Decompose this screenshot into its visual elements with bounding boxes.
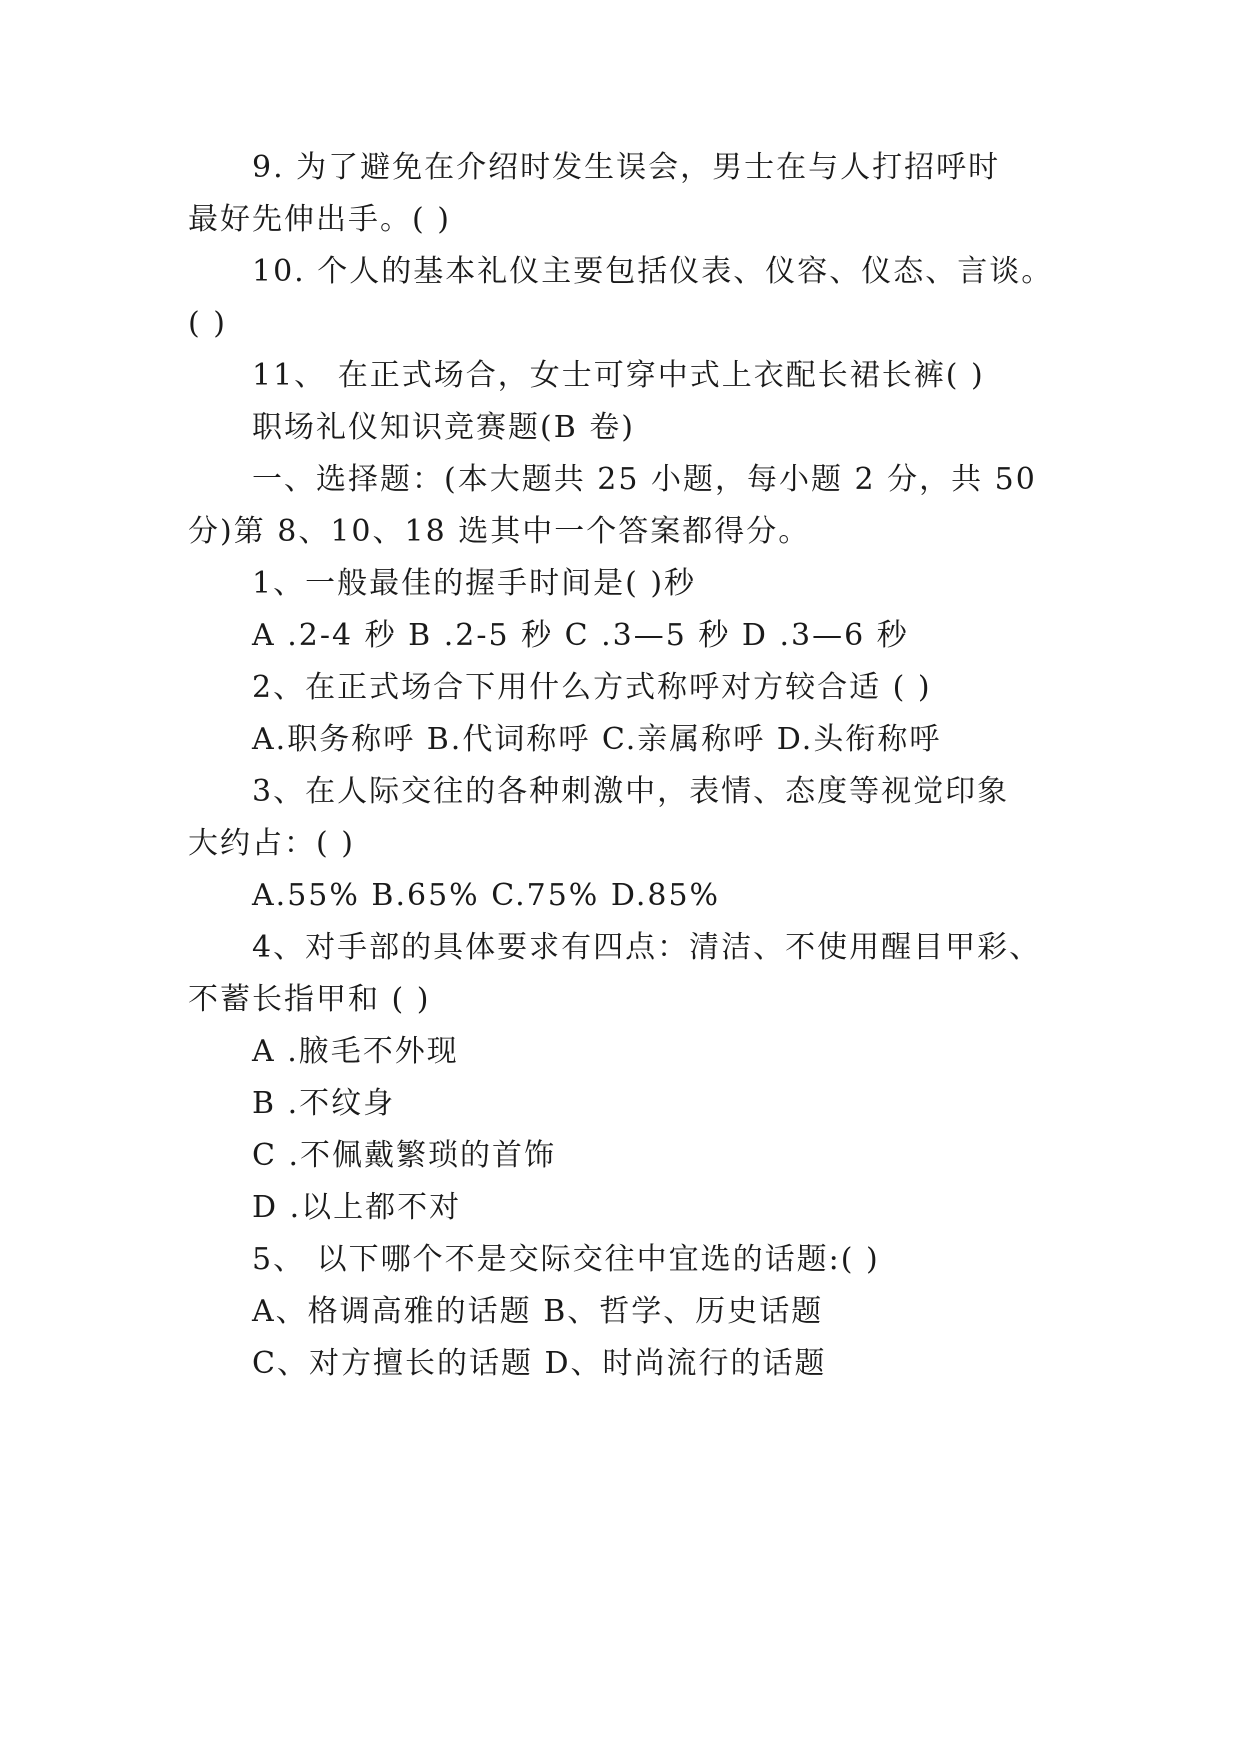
question-5: 5、 以下哪个不是交际交往中宜选的话题:( ) (252, 1242, 880, 1277)
question-9-line-2: 最好先伸出手。( ) (188, 202, 451, 237)
question-4-line-2: 不蓄长指甲和 ( ) (188, 982, 431, 1017)
question-3-options: A.55% B.65% C.75% D.85% (252, 878, 721, 913)
section-title: 职场礼仪知识竞赛题(B 卷) (252, 410, 635, 445)
question-4-option-b: B .不纹身 (252, 1086, 396, 1121)
question-4-option-a: A .腋毛不外现 (252, 1034, 459, 1069)
question-10-line-2: ( ) (188, 306, 227, 341)
question-10-line-1: 10. 个人的基本礼仪主要包括仪表、仪容、仪态、言谈。 (252, 254, 1054, 289)
question-1-options: A .2-4 秒 B .2-5 秒 C .3—5 秒 D .3—6 秒 (252, 618, 909, 653)
question-4-option-d: D .以上都不对 (252, 1190, 462, 1225)
section-heading-line-1: 一、选择题：(本大题共 25 小题，每小题 2 分，共 50 (252, 462, 1037, 497)
question-4-option-c: C .不佩戴繁琐的首饰 (252, 1138, 557, 1173)
question-2: 2、在正式场合下用什么方式称呼对方较合适 ( ) (252, 670, 932, 705)
question-3-line-2: 大约占：( ) (188, 826, 355, 861)
question-5-options-cd: C、对方擅长的话题 D、时尚流行的话题 (252, 1346, 827, 1381)
section-heading-line-2: 分)第 8、10、18 选其中一个答案都得分。 (188, 514, 811, 549)
question-1: 1、一般最佳的握手时间是( )秒 (252, 566, 697, 601)
question-3-line-1: 3、在人际交往的各种刺激中，表情、态度等视觉印象 (252, 774, 1010, 809)
question-9-line-1: 9. 为了避免在介绍时发生误会，男士在与人打招呼时 (252, 150, 1001, 185)
question-2-options: A.职务称呼 B.代词称呼 C.亲属称呼 D.头衔称呼 (252, 722, 942, 757)
question-11: 11、 在正式场合，女士可穿中式上衣配长裙长裤( ) (252, 358, 985, 393)
question-5-options-ab: A、格调高雅的话题 B、哲学、历史话题 (252, 1294, 824, 1329)
question-4-line-1: 4、对手部的具体要求有四点：清洁、不使用醒目甲彩、 (252, 930, 1042, 965)
